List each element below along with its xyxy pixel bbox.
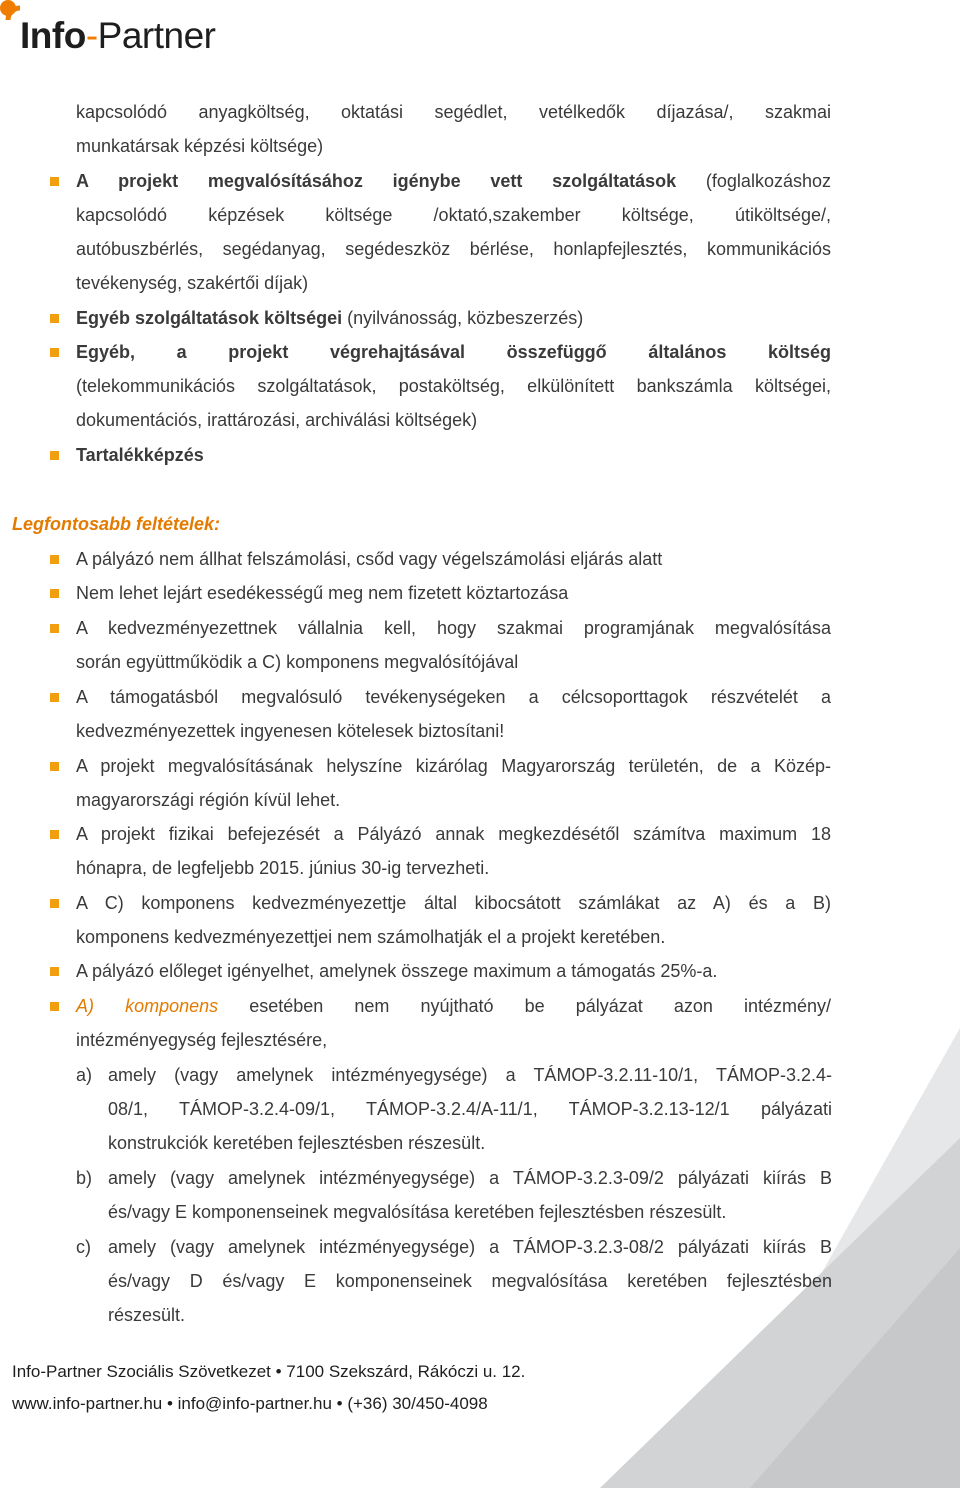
text-line: részesült. [108,1305,186,1325]
list-item: A projekt fizikai befejezését a Pályázó annak megkezdésétől számítva maximum 18 [76,824,831,844]
list-bullet [50,348,59,357]
text-line: kapcsolódó képzések költsége /oktató,szakember költsége, útiköltsége/, [76,205,831,225]
sublist-label-b: b) [76,1168,93,1188]
text-line: munkatársak képzési költsége) [76,136,324,156]
list-item: A pályázó előleget igényelhet, amelynek összege maximum a támogatás 25%-a. [76,961,718,981]
text-line: autóbuszbérlés, segédanyag, segédeszköz bérlése, honlapfejlesztés, kommunikációs [76,239,831,259]
sublist-label-a: a) [76,1065,93,1085]
list-item-bold: Egyéb, a projekt végrehajtásával összefüggő általános költség [76,342,831,362]
list-item [76,307,583,329]
list-item-rest: (nyilvánosság, közbeszerzés) [342,308,584,328]
list-bullet [50,314,59,323]
list-item-bold: Tartalékképzés [76,445,204,465]
list-item: A kedvezményezettnek vállalnia kell, hogy szakmai programjának megvalósítása [76,618,831,638]
list-item: Nem lehet lejárt esedékességű meg nem fizetett köztartozása [76,583,569,603]
sublist-label-c: c) [76,1237,91,1257]
list-bullet [50,589,59,598]
text-line: magyarországi régión kívül lehet. [76,790,341,810]
text-line: kapcsolódó anyagköltség, oktatási segédlet, vetélkedők díjazása/, szakmai [76,102,831,122]
list-bullet [50,899,59,908]
logo-rest: Partner [97,15,216,56]
list-item: A projekt megvalósításának helyszíne kizárólag Magyarország területén, de a Közép- [76,756,831,776]
company-logo [0,0,240,60]
footer-address: Info-Partner Szociális Szövetkezet • 7100 Szekszárd, Rákóczi u. 12. [12,1362,526,1381]
list-item-rest: (foglalkozáshoz [676,171,831,191]
section-heading: Legfontosabb feltételek: [12,514,221,534]
logo-bold: Info [20,15,86,56]
list-bullet [50,624,59,633]
text-line: és/vagy D és/vagy E komponenseinek megvalósítása keretében fejlesztésben [108,1271,832,1291]
text-line: tevékenység, szakértői díjak) [76,273,309,293]
text-line: kedvezményezettek ingyenesen kötelesek biztosítani! [76,721,505,741]
list-item-bold: Egyéb szolgáltatások költségei [76,308,343,328]
text-line: konstrukciók keretében fejlesztésben részesült. [108,1133,486,1153]
logo-separator: - [85,15,98,56]
list-item: A pályázó nem állhat felszámolási, csőd vagy végelszámolási eljárás alatt [76,549,663,569]
list-item-bold: A projekt megvalósításához igénybe vett szolgáltatások [76,171,677,191]
list-bullet [50,1002,59,1011]
decorative-pie-graphic [540,1028,960,1488]
text-line: intézményegység fejlesztésére, [76,1030,328,1050]
text-line: dokumentációs, irattározási, archiválási költségek) [76,410,478,430]
list-bullet [50,451,59,460]
sublist-item: amely (vagy amelynek intézményegysége) a TÁMOP-3.2.3-08/2 pályázati kiírás B [108,1237,832,1257]
footer-contact: www.info-partner.hu • info@info-partner.hu • (+36) 30/450-4098 [12,1394,488,1413]
list-item [76,170,831,192]
list-item [76,995,831,1017]
list-bullet [50,177,59,186]
sublist-item: amely (vagy amelynek intézményegysége) a TÁMOP-3.2.3-09/2 pályázati kiírás B [108,1168,832,1188]
list-item-rest: esetében nem nyújtható be pályázat azon intézmény/ [218,996,832,1016]
text-line: (telekommunikációs szolgáltatások, postaköltség, elkülönített bankszámla költségei, [76,376,831,396]
list-item: A támogatásból megvalósuló tevékenységeken a célcsoporttagok részvételét a [76,687,831,707]
sublist-item: amely (vagy amelynek intézményegysége) a TÁMOP-3.2.11-10/1, TÁMOP-3.2.4- [108,1065,832,1085]
list-bullet [50,693,59,702]
component-a-label: A) komponens [76,996,219,1016]
text-line: komponens kedvezményezettjei nem számolhatják el a projekt keretében. [76,927,666,947]
list-bullet [50,555,59,564]
list-item: A C) komponens kedvezményezettje által kibocsátott számlákat az A) és a B) [76,893,831,913]
text-line: 08/1, TÁMOP-3.2.4-09/1, TÁMOP-3.2.4/A-11/1, TÁMOP-3.2.13-12/1 pályázati [108,1099,832,1119]
text-line: hónapra, de legfeljebb 2015. június 30-ig tervezheti. [76,858,490,878]
list-bullet [50,830,59,839]
list-bullet [50,967,59,976]
logo-wordmark [20,14,215,58]
text-line: során együttműködik a C) komponens megvalósítójával [76,652,519,672]
text-line: és/vagy E komponenseinek megvalósítása keretében fejlesztésben részesült. [108,1202,727,1222]
list-bullet [50,762,59,771]
